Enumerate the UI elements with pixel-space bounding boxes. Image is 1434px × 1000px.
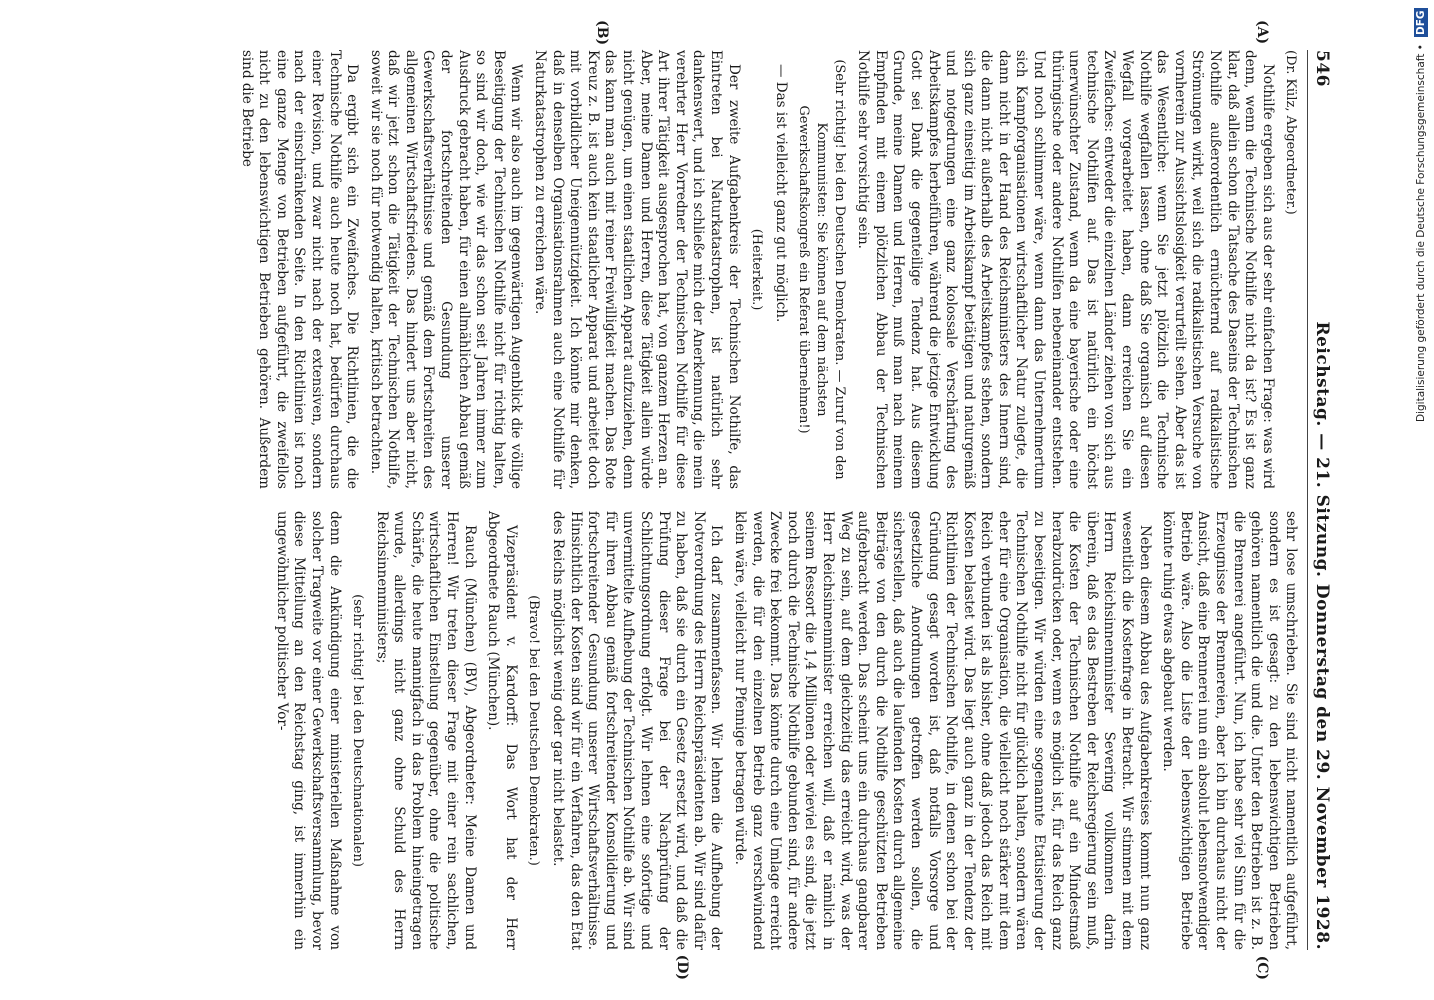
page-number: 546: [1312, 50, 1332, 87]
interjection: (Sehr richtig! bei den Deutschen Demokraten. — Zuruf von den Kommunisten: Sie können auf dem nächsten Gewerkschaftskongreß ein Referat übernehmen!): [796, 59, 847, 480]
dfg-attribution: [1414, 8, 1428, 988]
paragraph: Der zweite Aufgabenkreis der Technischen Nothilfe, das Eintreten bei Naturkatastrophen, ist natürlich sehr dankenswert, und ich schließe mich der Anerkennung, die mein verehrter Herr Vorredner der Technischen Nothilfe für diese Art ihrer Tätigkeit ausgesprochen hat, von ganzem Herzen an. Aber, meine Damen und Herren, diese Tätigkeit allein würde nicht genügen, um einen staatlichen Apparat aufzuziehen, denn das kann man auch mit reiner Freiwilligkeit machen. Das Rote Kreuz z. B. ist auch kein staatlicher Apparat und arbeitet doch mit vorbildlicher Uneigennützigkeit. Ich könnte mir denken, daß in denselben Organisationsrahmen auch eine Nothilfe für Naturkatastrophen zu erreichen wäre.: [532, 50, 742, 489]
right-column: [231, 511, 1299, 950]
margin-marker-d: (D): [674, 954, 690, 980]
attribution-text: Digitalisierung gefördert durch die Deutsche Forschungsgemeinschaft •: [1415, 43, 1427, 422]
page-header: [1307, 50, 1330, 950]
dfg-logo: DFG: [1415, 10, 1427, 35]
scanned-page: [40, 20, 1340, 980]
margin-marker-a: (A): [1254, 20, 1270, 45]
left-column: [231, 50, 1299, 489]
speaker-note: (Dr. Külz, Abgeordneter.): [1283, 50, 1299, 215]
page-content: [90, 20, 1332, 980]
paragraph: Da ergibt sich ein Zweifaches. Die Richtlinien, die die Technische Nothilfe auch heute noch hat, bedürfen durchaus einer Revision, und zwar nicht nach der extensiven, sondern nach der einschränkenden Seite. In den Richtlinien ist noch eine ganze Menge von Betrieben aufgeführt, die zweifellos nicht zu den lebenswichtigen Betrieben gehören. Außerdem sind die Betriebe: [238, 50, 361, 489]
interjection: (sehr richtig! bei den Deutschnationalen): [350, 594, 366, 867]
paragraph: sehr lose umschrieben. Sie sind nicht namentlich aufgeführt, sondern es ist gesagt: zu den lebenswichtigen Betrieben gehören namentlich die und die. Unter den Betrieben ist z. B. die Brennerei angeführt. Nun, ich habe sehr viel Sinn für die Erzeugnisse der Brennereien, aber ich bin durchaus nicht der Ansicht, daß eine Brennerei nun ein absolut lebensnotwendiger Betrieb wäre. Also die Liste der lebenswichtigen Betriebe könnte ruhig etwas abgebaut werden.: [1160, 511, 1300, 950]
paragraph: — Das ist vielleicht ganz gut möglich.: [772, 64, 789, 323]
margin-marker-b: (B): [594, 20, 610, 46]
paragraph: Vizepräsident v. Kardorff: Das Wort hat der Herr Abgeordnete Rauch (München).: [485, 511, 519, 950]
paragraph: Nothilfe ergeben sich aus der sehr einfachen Frage: was wird denn, wenn die Technische Nothilfe nicht da ist? Es ist ganz klar, daß allein schon die Tatsache des Daseins der Technischen Nothilfe außerordentlich ernüchternd auf radikalistische Strömungen wirkt, weil sich die radikalistischen Versuche von vornherein zur Aussichtslosigkeit verurteilt sehen. Aber das ist das Wesentliche: wenn Sie jetzt plötzlich die Technische Nothilfe wegfallen lassen, ohne daß Sie organisch auf diesen Wegfall vorgearbeitet haben, dann erreichen Sie ein Zweifaches: entweder die einzelnen Länder ziehen von sich aus technische Nothilfen auf. Das ist natürlich ein höchst unerwünschter Zustand, wenn da eine bayerische oder eine thüringische oder andere Nothilfen nebeneinander entstehen. Und noch schlimmer wäre, wenn dann das Unternehmertum sich Kampforganisationen wirtschaftlicher Natur zulegte, die dann nicht in der Hand des Reichsministers des Innern sind, die dann nicht außerhalb des Arbeitskampfes stehen, sondern sich ganz einseitig im Arbeitskampf betätigen und naturgemäß und notgedrungen eine ganz kolossale Verschärfung des Arbeitskampfes herbeiführen, während die jetzige Entwicklung Gott sei Dank die gegenteilige Tendenz hat. Aus diesem Grunde, meine Damen und Herren, muß man nach meinem Empfinden mit einem plötzlichen Abbau der Technischen Nothilfe sehr vorsichtig sein.: [855, 50, 1276, 489]
text-columns: [231, 50, 1299, 950]
paragraph: Neben diesem Abbau des Aufgabenkreises kommt nun ganz wesentlich die Kostenfrage in Betracht. Wir stimmen mit dem Herrn Reichsinnenminister Severing vollkommen darin überein, daß es das Bestreben der Reichsregierung sein muß, die Kosten der Technischen Nothilfe auf ein Mindestmaß herabzudrücken oder, wenn es möglich ist, für das Reich ganz zu beseitigen. Wir würden eine sogenannte Etatisierung der Technischen Nothilfe nicht für glücklich halten, sondern wären eher für eine Organisation, die vielleicht noch stärker mit dem Reich verbunden ist als bisher, ohne daß jedoch das Reich mit Kosten belastet wird. Das liegt auch ganz in der Tendenz der Richtlinien der Technischen Nothilfe, in denen schon bei der Gründung gesagt worden ist, daß notfalls Vorsorge und gesetzliche Anordnungen getroffen werden sollen, die sicherstellen, daß auch die laufenden Kosten durch allgemeine Beiträge von den durch die Nothilfe geschützten Betrieben aufgebracht werden. Das scheint uns ein durchaus gangbarer Weg zu sein, auf dem gleichzeitig das erreicht wird, was der Herr Reichsinnenminister erreichen will, daß er nämlich in seinem Ressort die 1,4 Millionen oder wieviel es sind, die jetzt noch durch die Technische Nothilfe gebunden sind, für andere Zwecke frei bekommt. Das könnte durch eine Umlage erreicht werden, die für den einzelnen Betrieb ganz verschwindend klein wäre, vielleicht nur Pfennige betragen würde.: [732, 511, 1153, 950]
paragraph: Wenn wir also auch im gegenwärtigen Augenblick die völlige Beseitigung der Technischen Nothilfe nicht für richtig halten, so sind wir doch, wie wir das schon seit Jahren immer zum Ausdruck gebracht haben, für einen allmählichen Abbau gemäß der fortschreitenden Gesundung unserer Gewerkschaftsverhältnisse und gemäß dem Fortschreiten des allgemeinen Wirtschaftsfriedens. Das hindert uns aber nicht, daß wir jetzt schon die Tätigkeit der Technischen Nothilfe, soweit wir sie noch für notwendig halten, kritisch betrachten.: [367, 50, 525, 489]
session-title: Reichstag. — 21. Sitzung. Donnerstag den 29. November 1928.: [1312, 321, 1332, 950]
paragraph: Ich darf zusammenfassen. Wir lehnen die Aufhebung der Notverordnung des Herrn Reichspräsidenten ab. Wir sind dafür zu haben, daß sie durch ein Gesetz ersetzt wird, und daß die Prüfung dieser Frage bei der Nachprüfung der Schlichtungsordnung erfolgt. Wir lehnen eine sofortige und unvermittelte Aufhebung der Technischen Nothilfe ab. Wir sind für ihren Abbau gemäß fortschreitender Konsolidierung und fortschreitender Gesundung unserer Wirtschaftsverhältnisse. Hinsichtlich der Kosten sind wir für ein Verfahren, das den Etat des Reichs möglichst wenig oder gar nicht belastet.: [550, 511, 725, 950]
interjection: (Bravo! bei den Deutschen Demokraten.): [526, 595, 542, 866]
paragraph: Rauch (München) (BV), Abgeordneter: Meine Damen und Herren! Wir treten dieser Frage mit einer rein sachlichen, wirtschaftlichen Einstellung gegenüber, ohne die politische Schärfe, die heute mannigfach in das Problem hineingetragen wurde, allerdings nicht ganz ohne Schuld des Herrn Reichsinnenministers;: [373, 511, 478, 950]
paragraph: denn die Ankündigung einer ministeriellen Maßnahme von solcher Tragweite vor einer Gewerkschaftsversammlung, bevor diese Mitteilung an den Reichstag ging, ist immerhin ein ungewöhnlicher politischer Vor-: [273, 511, 343, 950]
margin-marker-c: (C): [1254, 955, 1270, 980]
interjection: (Heiterkeit.): [749, 228, 765, 311]
